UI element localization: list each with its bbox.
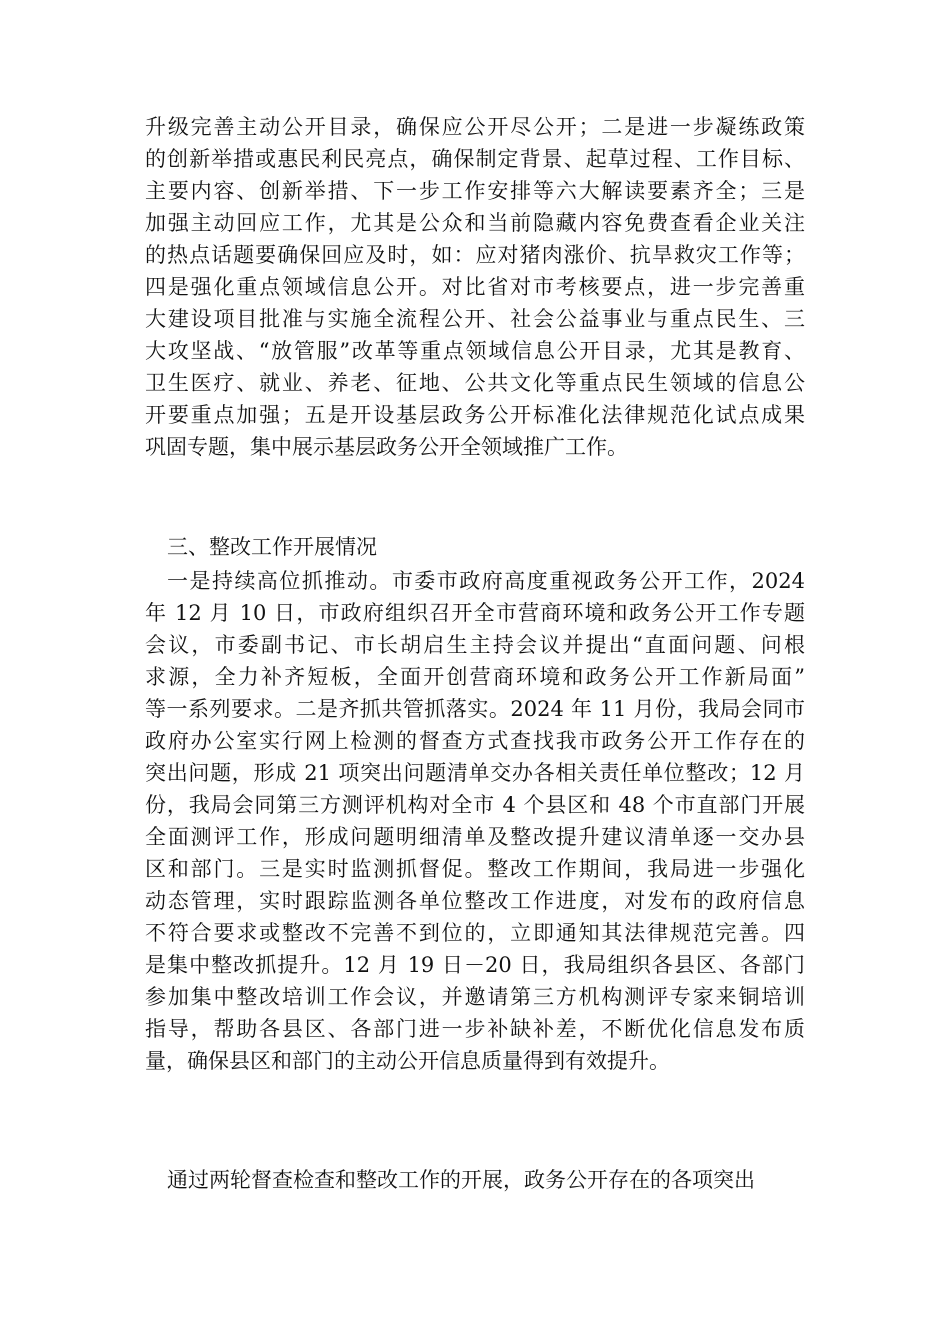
text-line: 大攻坚战、“放管服”改革等重点领域信息公开目录，尤其是教育、 xyxy=(145,339,805,363)
text-line: 量，确保县区和部门的主动公开信息质量得到有效提升。 xyxy=(145,1049,670,1073)
text-line: 的热点话题要确保回应及时，如：应对猪肉涨价、抗旱救灾工作等； xyxy=(145,243,805,267)
text-line: 区和部门。三是实时监测抓督促。整改工作期间，我局进一步强化 xyxy=(145,857,805,881)
text-line: 卫生医疗、就业、养老、征地、公共文化等重点民生领域的信息公 xyxy=(145,371,805,395)
text-line: 突出问题，形成 21 项突出问题清单交办各相关责任单位整改；12 月 xyxy=(145,761,805,785)
text-line: 的创新举措或惠民利民亮点，确保制定背景、起草过程、工作目标、 xyxy=(145,147,805,171)
text-line: 全面测评工作，形成问题明细清单及整改提升建议清单逐一交办县 xyxy=(145,825,805,849)
text-line: 等一系列要求。二是齐抓共管抓落实。2024 年 11 月份，我局会同市 xyxy=(145,697,805,721)
section-heading-block xyxy=(145,531,805,563)
body-text xyxy=(145,1164,805,1196)
text-line: 份，我局会同第三方测评机构对全市 4 个县区和 48 个市直部门开展 xyxy=(145,793,805,817)
text-line: 动态管理，实时跟踪监测各单位整改工作进度，对发布的政府信息 xyxy=(145,889,805,913)
section-heading: 三、整改工作开展情况 xyxy=(167,535,377,559)
text-line: 年 12 月 10 日，市政府组织召开全市营商环境和政务公开工作专题 xyxy=(145,601,805,625)
text-line: 升级完善主动公开目录，确保应公开尽公开；二是进一步凝练政策 xyxy=(145,115,805,139)
text-line: 四是强化重点领域信息公开。对比省对市考核要点，进一步完善重 xyxy=(145,275,805,299)
text-line: 求源，全力补齐短板，全面开创营商环境和政务公开工作新局面” xyxy=(145,665,805,689)
text-line: 是集中整改抓提升。12 月 19 日－20 日，我局组织各县区、各部门 xyxy=(145,953,805,977)
text-line: 会议，市委副书记、市长胡启生主持会议并提出“直面问题、问根 xyxy=(145,633,805,657)
text-line: 大建设项目批准与实施全流程公开、社会公益事业与重点民生、三 xyxy=(145,307,805,331)
text-line: 通过两轮督查检查和整改工作的开展，政务公开存在的各项突出 xyxy=(167,1168,755,1192)
body-text xyxy=(145,111,805,463)
text-line: 开要重点加强；五是开设基层政务公开标准化法律规范化试点成果 xyxy=(145,403,805,427)
text-line: 巩固专题，集中展示基层政务公开全领域推广工作。 xyxy=(145,435,628,459)
text-line: 政府办公室实行网上检测的督查方式查找我市政务公开工作存在的 xyxy=(145,729,805,753)
text-line: 一是持续高位抓推动。市委市政府高度重视政务公开工作，2024 xyxy=(167,569,805,593)
text-line: 指导，帮助各县区、各部门进一步补缺补差，不断优化信息发布质 xyxy=(145,1017,805,1041)
text-line: 不符合要求或整改不完善不到位的，立即通知其法律规范完善。四 xyxy=(145,921,805,945)
text-line: 参加集中整改培训工作会议，并邀请第三方机构测评专家来铜培训 xyxy=(145,985,805,1009)
text-line: 主要内容、创新举措、下一步工作安排等六大解读要素齐全；三是 xyxy=(145,179,805,203)
text-line: 加强主动回应工作，尤其是公众和当前隐藏内容免费查看企业关注 xyxy=(145,211,805,235)
body-text xyxy=(145,565,805,1077)
